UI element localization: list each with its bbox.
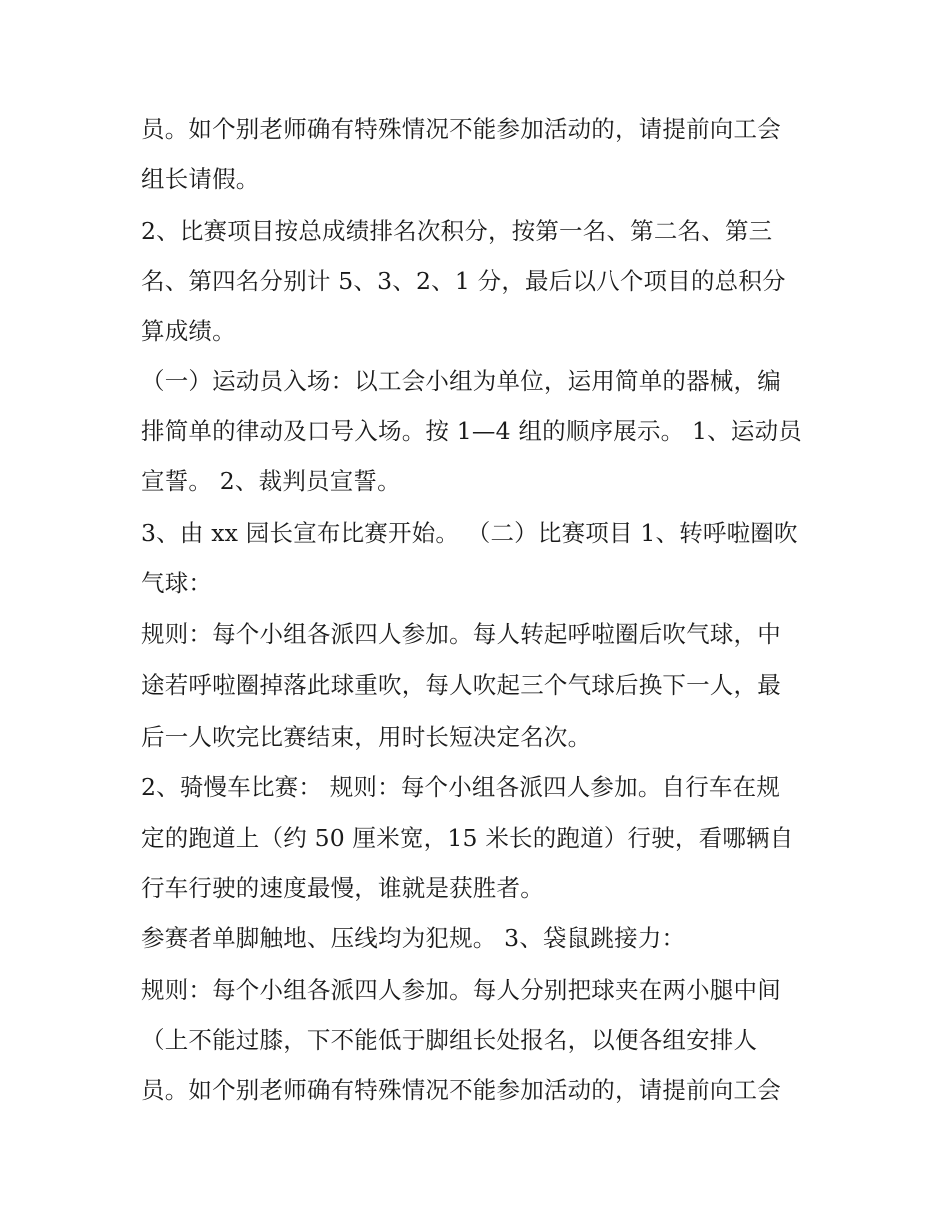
text-line: 组长请假。: [141, 165, 260, 193]
text-line: 气球：: [141, 569, 213, 597]
text-line: 定的跑道上（约 50 厘米宽，15 米长的跑道）行驶，看哪辆自: [141, 824, 794, 852]
text-line: 行车行驶的速度最慢，谁就是获胜者。: [141, 874, 544, 902]
text-line: 员。如个别老师确有特殊情况不能参加活动的，请提前向工会: [141, 1076, 781, 1104]
text-line: 排简单的律动及口号入场。按 1—4 组的顺序展示。 1、运动员: [141, 417, 802, 445]
text-line: 途若呼啦圈掉落此球重吹，每人吹起三个气球后换下一人，最: [141, 671, 781, 699]
text-line: 2、比赛项目按总成绩排名次积分，按第一名、第二名、第三: [141, 217, 773, 245]
text-line: （一）运动员入场：以工会小组为单位，运用简单的器械，编: [141, 367, 781, 395]
text-line: 3、由 xx 园长宣布比赛开始。 （二）比赛项目 1、转呼啦圈吹: [141, 519, 798, 547]
text-line: 后一人吹完比赛结束，用时长短决定名次。: [141, 723, 592, 751]
text-line: 规则：每个小组各派四人参加。每人分别把球夹在两小腿中间: [141, 976, 781, 1004]
text-line: 宣誓。 2、裁判员宣誓。: [141, 467, 401, 495]
text-line: 参赛者单脚触地、压线均为犯规。 3、袋鼠跳接力：: [141, 924, 686, 952]
text-line: （上不能过膝，下不能低于脚组长处报名，以便各组安排人: [141, 1026, 758, 1054]
text-line: 规则：每个小组各派四人参加。每人转起呼啦圈后吹气球，中: [141, 620, 781, 648]
text-line: 算成绩。: [141, 317, 236, 345]
text-line: 2、骑慢车比赛： 规则：每个小组各派四人参加。自行车在规: [141, 773, 781, 801]
text-line: 名、第四名分别计 5、3、2、1 分，最后以八个项目的总积分: [141, 267, 786, 295]
text-line: 员。如个别老师确有特殊情况不能参加活动的，请提前向工会: [141, 115, 781, 143]
